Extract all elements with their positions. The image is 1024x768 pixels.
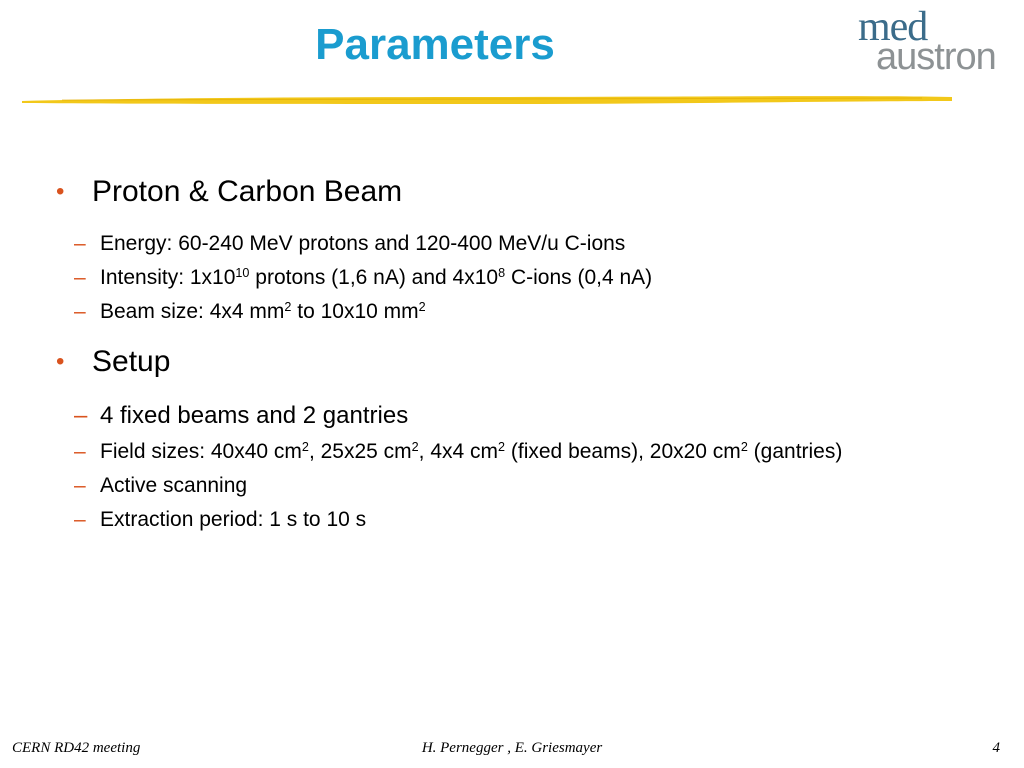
item-text: Active scanning	[100, 474, 248, 497]
item-text: 4 fixed beams and 2 gantries	[100, 402, 409, 429]
footer-authors: H. Pernegger , E. Griesmayer	[421, 740, 603, 756]
bullet-dot-icon: •	[56, 178, 65, 205]
item-text: Field sizes: 40x40 cm	[100, 440, 302, 463]
sub-bullet-item	[56, 402, 936, 430]
item-text: Intensity: 1x10	[100, 266, 236, 289]
sub-bullet-item	[56, 266, 936, 290]
superscript: 10	[235, 266, 250, 281]
item-text: (gantries)	[747, 440, 843, 463]
logo-line-2: austron	[876, 36, 996, 78]
sub-bullet-item	[56, 232, 936, 256]
superscript: 8	[498, 266, 506, 281]
dash-icon: –	[74, 440, 86, 463]
item-text: C-ions (0,4 nA)	[505, 266, 653, 289]
footer-page-number: 4	[992, 740, 1000, 756]
bullet-heading	[56, 172, 936, 212]
item-text: Extraction period: 1 s to 10 s	[100, 508, 367, 531]
bullet-heading-text: Setup	[92, 345, 171, 378]
medaustron-logo	[856, 6, 1016, 76]
sub-bullet-item	[56, 300, 936, 324]
item-text: to 10x10 mm	[291, 300, 419, 323]
logo-line-1: med	[858, 4, 928, 50]
item-text: Energy: 60-240 MeV protons and 120-400 MeV/u C-ions	[100, 232, 626, 255]
bullet-heading-text: Proton & Carbon Beam	[92, 175, 403, 208]
dash-icon: –	[74, 232, 86, 255]
item-text: protons (1,6 nA) and 4x10	[249, 266, 499, 289]
item-text: , 4x4 cm	[418, 440, 499, 463]
item-text: Beam size: 4x4 mm	[100, 300, 285, 323]
slide-body	[56, 172, 936, 550]
superscript: 2	[284, 300, 292, 315]
bullet-dot-icon: •	[56, 348, 65, 375]
sub-bullet-item	[56, 440, 936, 464]
dash-icon: –	[74, 300, 86, 323]
dash-icon: –	[74, 508, 86, 531]
superscript: 2	[740, 440, 748, 455]
bullet-heading	[56, 342, 936, 382]
footer-meeting: CERN RD42 meeting	[12, 740, 141, 756]
superscript: 2	[301, 440, 309, 455]
superscript: 2	[418, 300, 426, 315]
superscript: 2	[498, 440, 506, 455]
superscript: 2	[411, 440, 419, 455]
item-text: , 25x25 cm	[308, 440, 412, 463]
slide-title: Parameters	[315, 20, 555, 69]
sub-bullet-list	[56, 232, 936, 324]
dash-icon: –	[74, 402, 88, 429]
sub-bullet-item	[56, 474, 936, 498]
sub-bullet-list	[56, 402, 936, 532]
sub-bullet-item	[56, 508, 936, 532]
item-text: (fixed beams), 20x20 cm	[505, 440, 741, 463]
title-underline-rule	[22, 92, 952, 108]
dash-icon: –	[74, 474, 86, 497]
dash-icon: –	[74, 266, 86, 289]
